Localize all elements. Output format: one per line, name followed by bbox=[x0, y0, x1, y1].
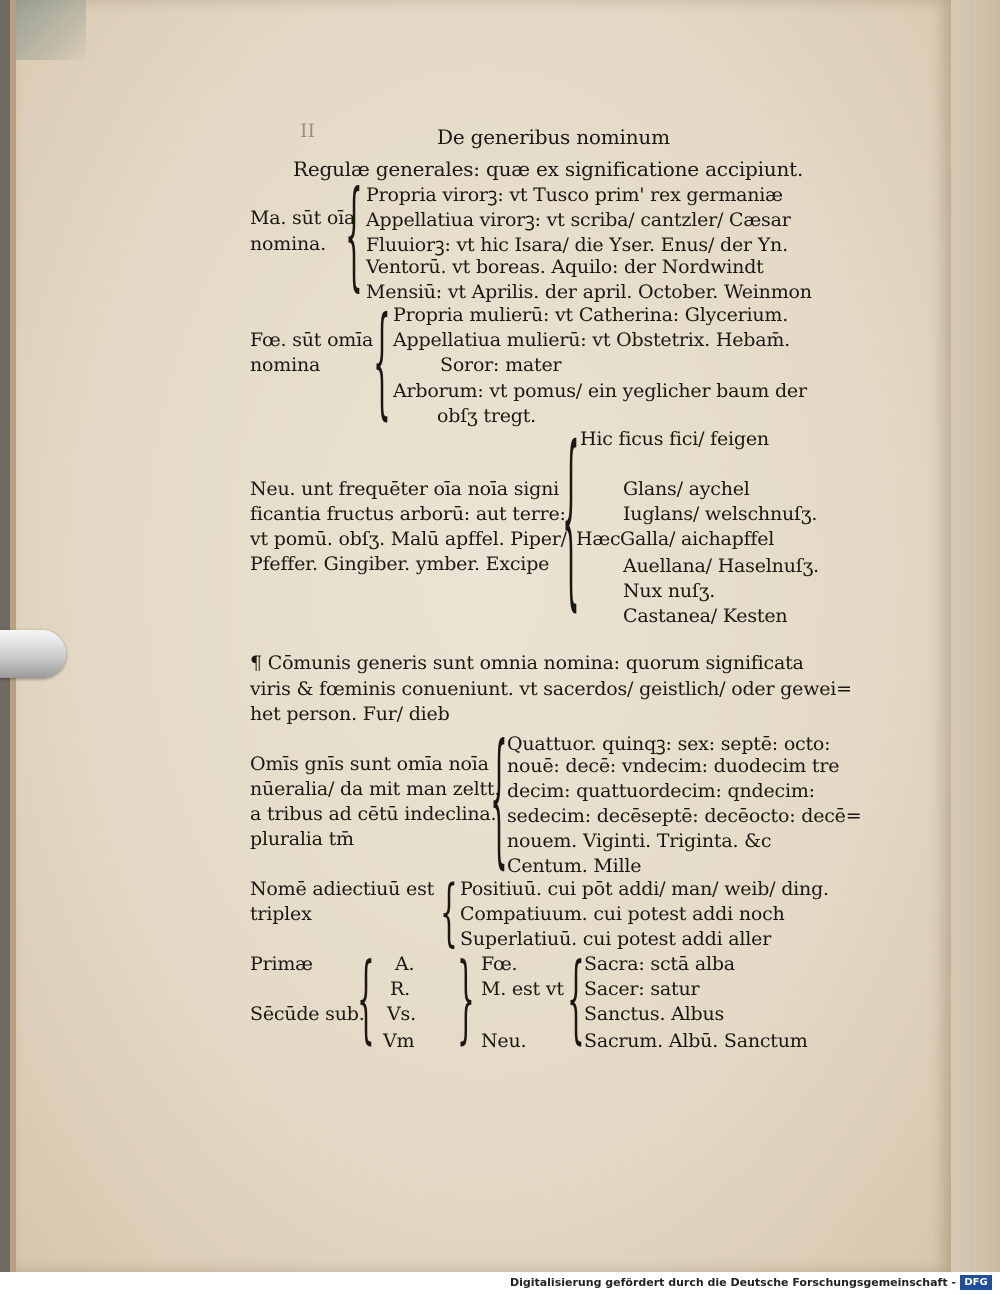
rule-heading: Regulæ generales: quæ ex significatione accipiunt. bbox=[293, 157, 804, 181]
declension-label-2: Sēcūde sub. bbox=[250, 1003, 365, 1025]
neuter-item: Hic ficus fici/ feigen bbox=[580, 428, 769, 450]
numerals-item: nouem. Viginti. Triginta. &c bbox=[507, 830, 772, 852]
degree-item: Compatiuum. cui potest addi noch bbox=[460, 903, 785, 925]
declension-example: Sacer: satur bbox=[584, 978, 700, 1000]
neuter-line: ficantia fructus arborū: aut terre: bbox=[250, 503, 566, 525]
numerals-item: nouē: decē: vndecim: duodecim tre bbox=[507, 755, 840, 777]
communis-line: ¶ Cōmunis generis sunt omnia nomina: quorum significata bbox=[250, 652, 804, 674]
masculine-item: Ventorū. vt boreas. Aquilo: der Nordwindt bbox=[366, 256, 764, 278]
endings-brace: { bbox=[357, 942, 375, 1055]
declension-example: Sanctus. Albus bbox=[584, 1003, 725, 1025]
communis-line: het person. Fur/ dieb bbox=[250, 703, 450, 725]
neuter-item: Auellana/ Haselnuſʒ. bbox=[623, 555, 819, 577]
masculine-label-2: nomina. bbox=[250, 233, 326, 255]
declension-ending: R. bbox=[390, 978, 410, 1000]
folio-number: II bbox=[300, 120, 316, 142]
masculine-item: Fluuiorꝫ: vt hic Isara/ die Yser. Enus/ der Yn. bbox=[366, 234, 788, 256]
feminine-item: obſʒ tregt. bbox=[437, 405, 536, 427]
page-corner-stain bbox=[16, 0, 86, 60]
page-clip bbox=[0, 630, 66, 678]
masculine-brace: { bbox=[345, 165, 363, 304]
feminine-item: Appellatiua mulierū: vt Obstetrix. Hebam̄. bbox=[393, 329, 791, 351]
communis-line: viris & fœminis conueniunt. vt sacerdos/ geistlich/ oder gewei= bbox=[250, 678, 852, 700]
degree-item: Superlatiuū. cui potest addi aller bbox=[460, 928, 772, 950]
declension-example: Sacrum. Albū. Sanctum bbox=[584, 1030, 808, 1052]
neuter-item: Iuglans/ welschnuſʒ. bbox=[623, 503, 818, 525]
adiectiuum-line: Nomē adiectiuū est bbox=[250, 878, 435, 900]
numerals-item: Centum. Mille bbox=[507, 855, 642, 877]
declension-example: Sacra: sctā alba bbox=[584, 953, 735, 975]
omnis-line: pluralia tm̄ bbox=[250, 828, 354, 850]
masculine-label: Ma. sūt oīa bbox=[250, 207, 356, 229]
neuter-haec: Hæc bbox=[576, 528, 621, 550]
declension-gender: Neu. bbox=[481, 1030, 527, 1052]
omnis-line: nūeralia/ da mit man zeltt. bbox=[250, 778, 501, 800]
feminine-item: Soror: mater bbox=[440, 354, 562, 376]
numerals-item: sedecim: decēseptē: decēocto: decē= bbox=[507, 805, 862, 827]
feminine-label: Fœ. sūt omīa bbox=[250, 329, 374, 351]
neuter-line: Neu. unt frequēter oīa noīa signi bbox=[250, 478, 560, 500]
footer-bar bbox=[0, 1272, 1000, 1295]
neuter-item: Glans/ aychel bbox=[623, 478, 750, 500]
adiectiuum-line: triplex bbox=[250, 903, 312, 925]
omnis-line: a tribus ad cētū indeclina. bbox=[250, 803, 497, 825]
feminine-brace: { bbox=[373, 291, 391, 433]
feminine-label-2: nomina bbox=[250, 354, 321, 376]
genders-brace: } bbox=[457, 942, 475, 1055]
omnis-line: Omīs gnīs sunt omīa noīa bbox=[250, 753, 489, 775]
neuter-line: Pfeffer. Gingiber. ymber. Excipe bbox=[250, 553, 550, 575]
page-title: De generibus nominum bbox=[437, 125, 670, 149]
feminine-item: Propria mulierū: vt Catherina: Glycerium. bbox=[393, 304, 789, 326]
masculine-item: Appellatiua virorꝫ: vt scriba/ cantzler/ Cæsar bbox=[366, 209, 791, 231]
neuter-brace: { bbox=[562, 405, 580, 630]
numerals-brace: { bbox=[490, 712, 508, 884]
neuter-item: Galla/ aichapffel bbox=[620, 528, 775, 550]
declension-gender: M. est vt bbox=[481, 978, 564, 1000]
degree-item: Positiuū. cui pōt addi/ man/ weib/ ding. bbox=[460, 878, 829, 900]
declension-ending: A. bbox=[395, 953, 415, 975]
funding-note: Digitalisierung gefördert durch die Deutsche Forschungsgemeinschaft - bbox=[509, 1276, 956, 1289]
feminine-item: Arborum: vt pomus/ ein yeglicher baum der bbox=[393, 380, 807, 402]
declension-gender: Fœ. bbox=[481, 953, 518, 975]
dfg-logo: DFG bbox=[960, 1275, 992, 1290]
examples-brace: { bbox=[567, 942, 585, 1055]
numerals-item: Quattuor. quinqꝫ: sex: septē: octo: bbox=[507, 733, 831, 755]
declension-ending: Vm bbox=[383, 1030, 415, 1052]
declension-ending: Vs. bbox=[387, 1003, 416, 1025]
masculine-item: Mensiū: vt Aprilis. der april. October. Weinmon bbox=[366, 281, 812, 303]
neuter-item: Castanea/ Kesten bbox=[623, 605, 788, 627]
degrees-brace: { bbox=[440, 869, 458, 955]
neuter-item: Nux nuſʒ. bbox=[623, 580, 716, 602]
numerals-item: decim: quattuordecim: qndecim: bbox=[507, 780, 815, 802]
neuter-line: vt pomū. obſʒ. Malū apffel. Piper/ bbox=[250, 528, 567, 550]
declension-label: Primæ bbox=[250, 953, 313, 975]
masculine-item: Propria virorꝫ: vt Tusco prim' rex germaniæ bbox=[366, 184, 783, 206]
